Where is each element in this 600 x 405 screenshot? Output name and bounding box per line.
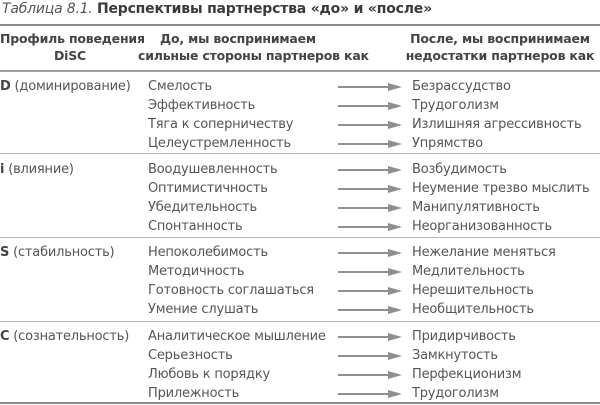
bottom-rule: [0, 402, 600, 404]
after-trait: Замкнутость: [412, 348, 498, 363]
before-trait: Убедительность: [148, 200, 257, 215]
arrow-right-icon: [338, 121, 402, 129]
arrow-right-icon: [338, 249, 402, 257]
header-profile: [0, 30, 145, 64]
after-trait: Трудоголизм: [412, 386, 499, 401]
table-row: [0, 327, 600, 346]
after-trait: Возбудимость: [412, 162, 507, 177]
before-trait: Спонтанность: [148, 219, 243, 234]
after-trait: Медлительность: [412, 264, 525, 279]
after-trait: Необщительность: [412, 302, 534, 317]
group-divider: [0, 321, 600, 322]
after-trait: Упрямство: [412, 136, 483, 151]
after-trait: Безрассудство: [412, 79, 511, 94]
arrow-right-icon: [338, 204, 402, 212]
before-trait: Методичность: [148, 264, 245, 279]
table-row: [0, 384, 600, 403]
table-row: [0, 179, 600, 198]
table-row: [0, 134, 600, 153]
table-row: [0, 217, 600, 236]
table-row: [0, 281, 600, 300]
after-trait: Трудоголизм: [412, 98, 499, 113]
arrow-right-icon: [338, 268, 402, 276]
after-trait: Излишняя агрессивность: [412, 117, 582, 132]
header-before-line1: До, мы воспринимаем: [160, 31, 316, 46]
after-trait: Манипулятивность: [412, 200, 540, 215]
table-row: [0, 198, 600, 217]
group-divider: [0, 153, 600, 154]
before-trait: Любовь к порядку: [148, 367, 270, 382]
before-trait: Прилежность: [148, 386, 240, 401]
after-trait: Неумение трезво мыслить: [412, 181, 590, 196]
table-row: [0, 346, 600, 365]
after-trait: Придирчивость: [412, 329, 516, 344]
table-row: [0, 115, 600, 134]
after-trait: Неорганизованность: [412, 219, 552, 234]
group-code: S: [0, 245, 10, 260]
group-code: i: [0, 162, 5, 177]
header-profile-line2: DiSC: [53, 48, 87, 63]
before-trait: Непоколебимость: [148, 245, 268, 260]
top-rule: [0, 24, 600, 26]
after-trait: Перфекционизм: [412, 367, 522, 382]
header-rule: [0, 70, 600, 72]
arrow-right-icon: [338, 185, 402, 193]
table-row: [0, 365, 600, 384]
before-trait: Эффективность: [148, 98, 256, 113]
group-name: (влияние): [8, 162, 74, 177]
arrow-right-icon: [338, 352, 402, 360]
header-after-line1: После, мы воспринимаем: [410, 31, 590, 46]
arrow-right-icon: [338, 333, 402, 341]
header-after: [400, 30, 600, 64]
before-trait: Смелость: [148, 79, 212, 94]
after-trait: Нежелание меняться: [412, 245, 556, 260]
group-code: C: [0, 329, 10, 344]
table-row: [0, 160, 600, 179]
arrow-right-icon: [338, 306, 402, 314]
table-row: [0, 300, 600, 319]
arrow-right-icon: [338, 390, 402, 398]
after-trait: Нерешительность: [412, 283, 534, 298]
arrow-right-icon: [338, 223, 402, 231]
before-trait: Оптимистичность: [148, 181, 268, 196]
arrow-right-icon: [338, 140, 402, 148]
group-code: D: [0, 79, 11, 94]
before-trait: Умение слушать: [148, 302, 259, 317]
table-caption: [2, 1, 432, 17]
table-title: Перспективы партнерства «до» и «после»: [96, 1, 432, 17]
arrow-right-icon: [338, 83, 402, 91]
table-number: Таблица 8.1.: [2, 1, 93, 17]
before-trait: Воодушевленность: [148, 162, 278, 177]
group-name: (сознательность): [13, 329, 130, 344]
group-name: (доминирование): [14, 79, 131, 94]
table-row: [0, 96, 600, 115]
table-row: [0, 243, 600, 262]
table-row: [0, 77, 600, 96]
table-row: [0, 262, 600, 281]
arrow-right-icon: [338, 166, 402, 174]
header-before-line2: сильные стороны партнеров как: [138, 48, 369, 63]
before-trait: Готовность соглашаться: [148, 283, 314, 298]
header-after-line2: недостатки партнеров как: [405, 48, 595, 63]
arrow-right-icon: [338, 287, 402, 295]
group-name: (стабильность): [13, 245, 115, 260]
before-trait: Серьезность: [148, 348, 233, 363]
arrow-right-icon: [338, 102, 402, 110]
arrow-right-icon: [338, 371, 402, 379]
before-trait: Целеустремленность: [148, 136, 291, 151]
before-trait: Тяга к соперничеству: [148, 117, 294, 132]
header-before: [138, 30, 369, 64]
group-divider: [0, 237, 600, 238]
header-profile-line1: Профиль поведения: [0, 31, 145, 46]
before-trait: Аналитическое мышление: [148, 329, 326, 344]
